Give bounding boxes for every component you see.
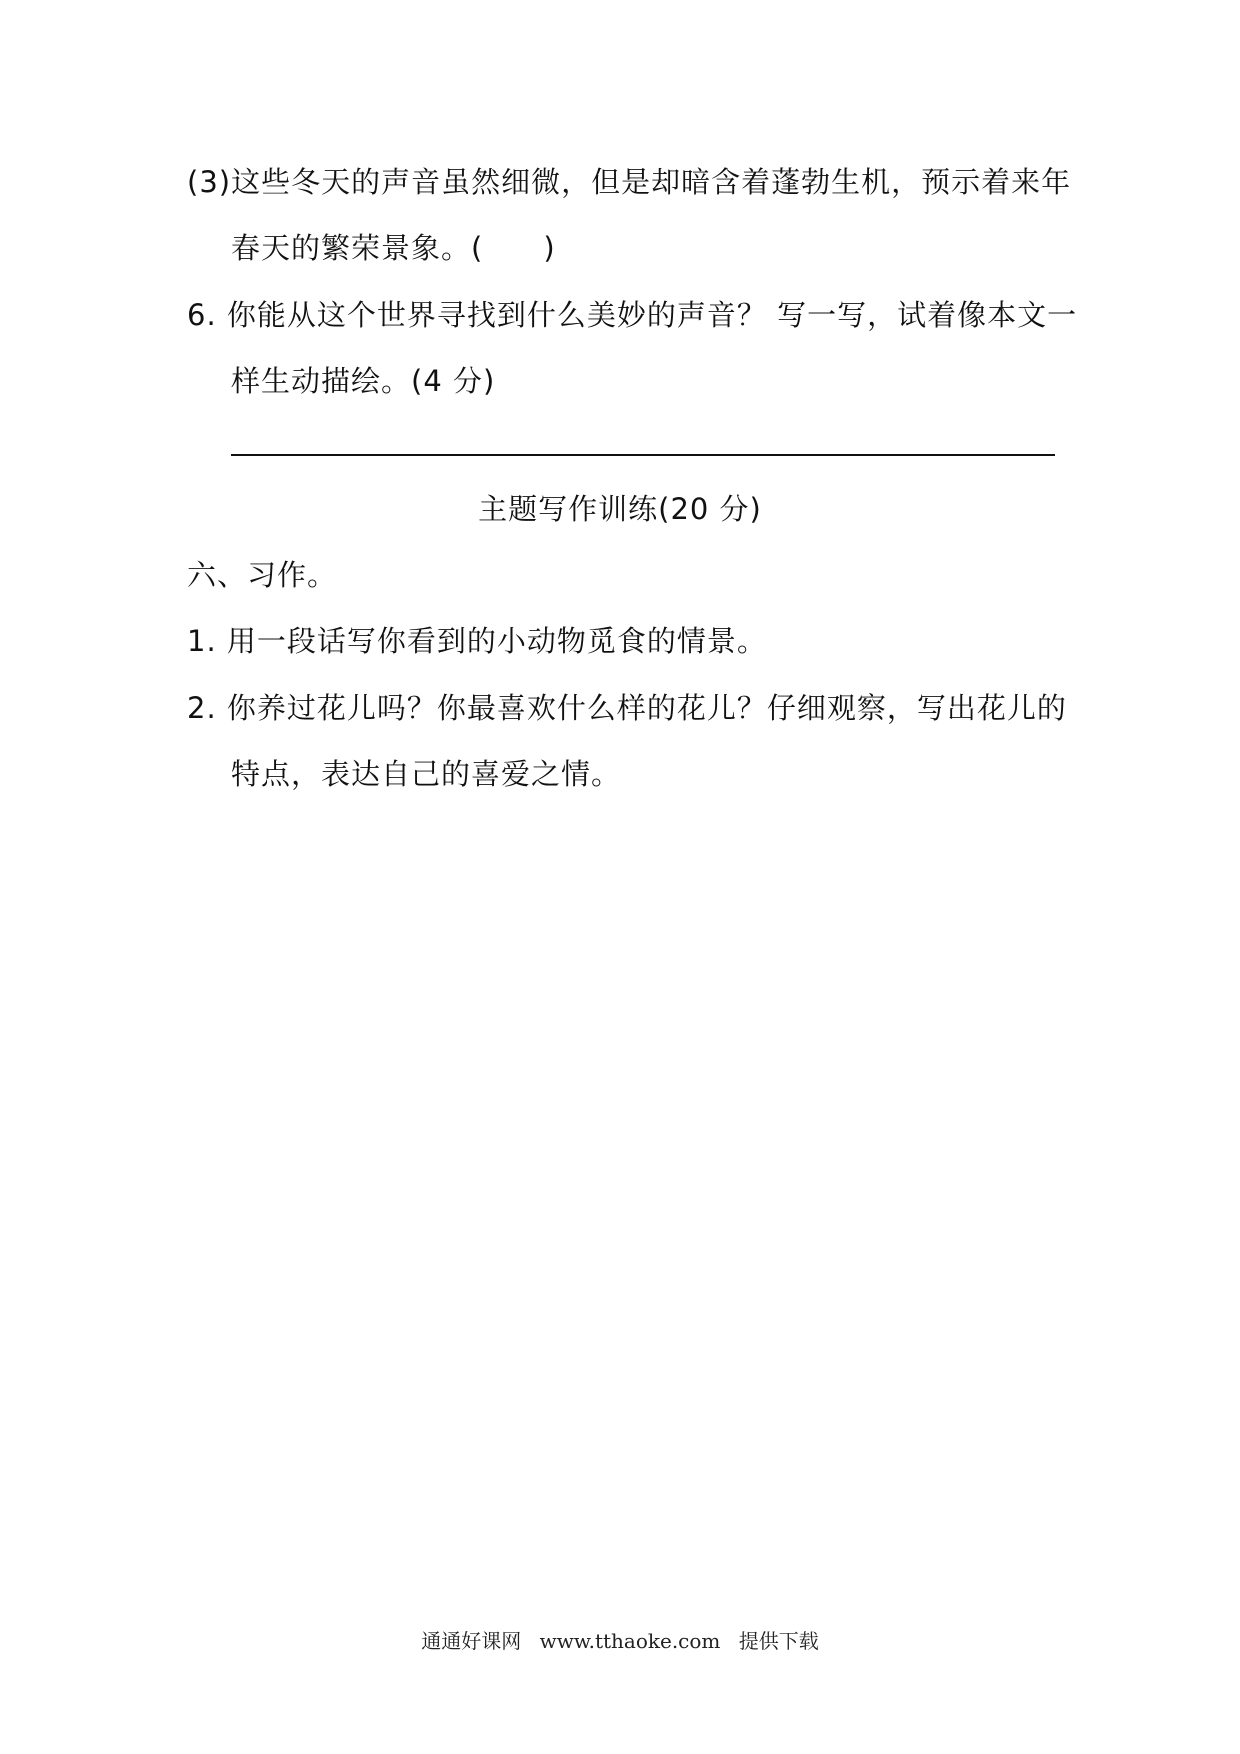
question-6-line-1 bbox=[187, 295, 1077, 335]
question-6-number: 6. bbox=[187, 298, 217, 332]
answer-line bbox=[231, 454, 1055, 456]
footer-url: www.tthaoke.com bbox=[539, 1629, 721, 1653]
writing-item-1-number: 1. bbox=[187, 624, 217, 658]
writing-item-2 bbox=[187, 688, 1067, 728]
question-5-3-line-2: 春天的繁荣景象。( ) bbox=[231, 231, 556, 265]
writing-item-2-text-2: 特点，表达自己的喜爱之情。 bbox=[231, 757, 622, 791]
writing-item-1-text: 用一段话写你看到的小动物觅食的情景。 bbox=[226, 624, 767, 658]
section-heading: 六、习作。 bbox=[187, 558, 338, 592]
writing-item-2-number: 2. bbox=[187, 691, 217, 725]
writing-item-2-text-1: 你养过花儿吗？你最喜欢什么样的花儿？仔细观察，写出花儿的 bbox=[226, 691, 1067, 725]
question-5-3-line-1: (3)这些冬天的声音虽然细微，但是却暗含着蓬勃生机，预示着来年 bbox=[187, 165, 1072, 199]
question-6-line-2: 样生动描绘。(4 分) bbox=[231, 364, 496, 398]
question-6-text-1: 你能从这个世界寻找到什么美妙的声音？ 写一写，试着像本文一 bbox=[226, 298, 1078, 332]
footer-site-name: 通通好课网 bbox=[421, 1629, 522, 1653]
page-footer bbox=[0, 1627, 1240, 1655]
writing-item-1 bbox=[187, 621, 767, 661]
footer-suffix: 提供下载 bbox=[738, 1629, 819, 1653]
section-title: 主题写作训练(20 分) bbox=[478, 492, 762, 526]
